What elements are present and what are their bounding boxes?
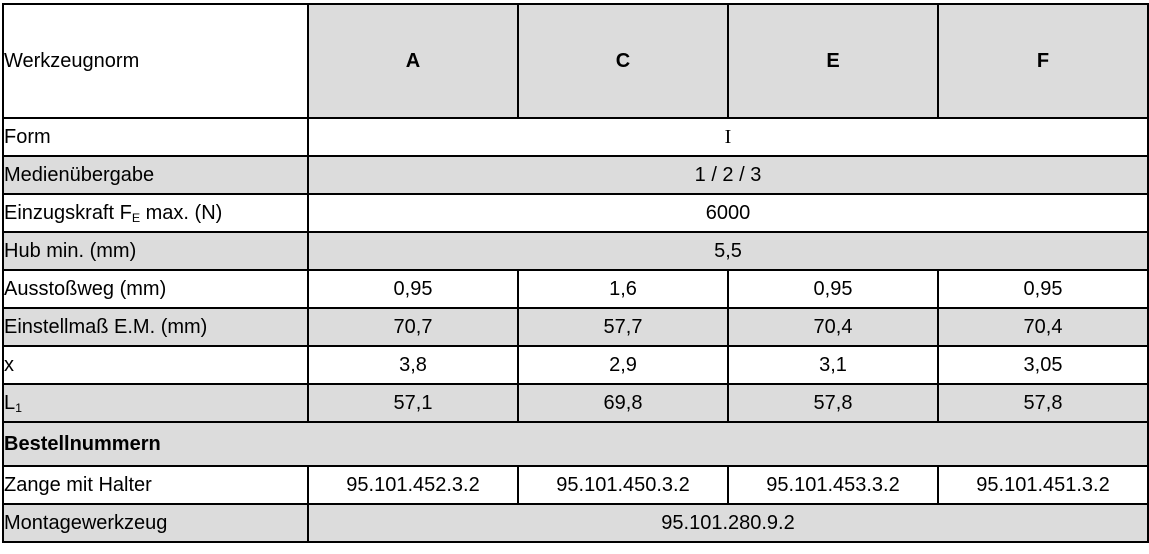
cell-ausstossweg-c: 1,6 xyxy=(518,270,728,308)
row-value-montagewerkzeug: 95.101.280.9.2 xyxy=(308,504,1148,542)
row-label-l1: $L_1$ xyxy=(3,384,308,422)
cell-l1-f: 57,8 xyxy=(938,384,1148,422)
row-label-einzugskraft: Einzugskraft $F_E$ max. (N) xyxy=(3,194,308,232)
table-row xyxy=(3,504,1148,542)
column-header-c: C xyxy=(518,4,728,118)
row-label-medienuebergabe: Medienübergabe xyxy=(3,156,308,194)
row-label-montagewerkzeug: Montagewerkzeug xyxy=(3,504,308,542)
header-row-label: Werkzeugnorm xyxy=(3,4,308,118)
cell-x-c: 2,9 xyxy=(518,346,728,384)
table-row xyxy=(3,384,1148,422)
cell-einstellmass-f: 70,4 xyxy=(938,308,1148,346)
table-row xyxy=(3,194,1148,232)
cell-l1-e: 57,8 xyxy=(728,384,938,422)
spec-sheet xyxy=(0,3,1149,554)
row-value-form: I xyxy=(308,118,1148,156)
cell-l1-c: 69,8 xyxy=(518,384,728,422)
cell-l1-a: 57,1 xyxy=(308,384,518,422)
table-row xyxy=(3,270,1148,308)
cell-x-f: 3,05 xyxy=(938,346,1148,384)
row-label-hub-min: Hub min. (mm) xyxy=(3,232,308,270)
cell-zange-c: 95.101.450.3.2 xyxy=(518,466,728,504)
row-label-ausstossweg: Ausstoßweg (mm) xyxy=(3,270,308,308)
cell-x-a: 3,8 xyxy=(308,346,518,384)
row-label-einstellmass: Einstellmaß E.M. (mm) xyxy=(3,308,308,346)
table-row xyxy=(3,156,1148,194)
cell-einstellmass-c: 57,7 xyxy=(518,308,728,346)
cell-einstellmass-a: 70,7 xyxy=(308,308,518,346)
column-header-e: E xyxy=(728,4,938,118)
cell-zange-e: 95.101.453.3.2 xyxy=(728,466,938,504)
table-header-row xyxy=(3,4,1148,118)
row-value-hub-min: 5,5 xyxy=(308,232,1148,270)
row-value-einzugskraft: 6000 xyxy=(308,194,1148,232)
cell-ausstossweg-f: 0,95 xyxy=(938,270,1148,308)
table-row xyxy=(3,346,1148,384)
section-title-bestellnummern: Bestellnummern xyxy=(3,422,1148,466)
section-header-row xyxy=(3,422,1148,466)
column-header-f: F xyxy=(938,4,1148,118)
cell-einstellmass-e: 70,4 xyxy=(728,308,938,346)
row-label-form: Form xyxy=(3,118,308,156)
table-row xyxy=(3,232,1148,270)
cell-x-e: 3,1 xyxy=(728,346,938,384)
row-value-medienuebergabe: 1 / 2 / 3 xyxy=(308,156,1148,194)
table-row xyxy=(3,308,1148,346)
cell-ausstossweg-a: 0,95 xyxy=(308,270,518,308)
table-row xyxy=(3,118,1148,156)
column-header-a: A xyxy=(308,4,518,118)
cell-zange-a: 95.101.452.3.2 xyxy=(308,466,518,504)
table-row xyxy=(3,466,1148,504)
cell-zange-f: 95.101.451.3.2 xyxy=(938,466,1148,504)
row-label-zange-mit-halter: Zange mit Halter xyxy=(3,466,308,504)
cell-ausstossweg-e: 0,95 xyxy=(728,270,938,308)
specification-table xyxy=(2,3,1149,543)
row-label-x: x xyxy=(3,346,308,384)
